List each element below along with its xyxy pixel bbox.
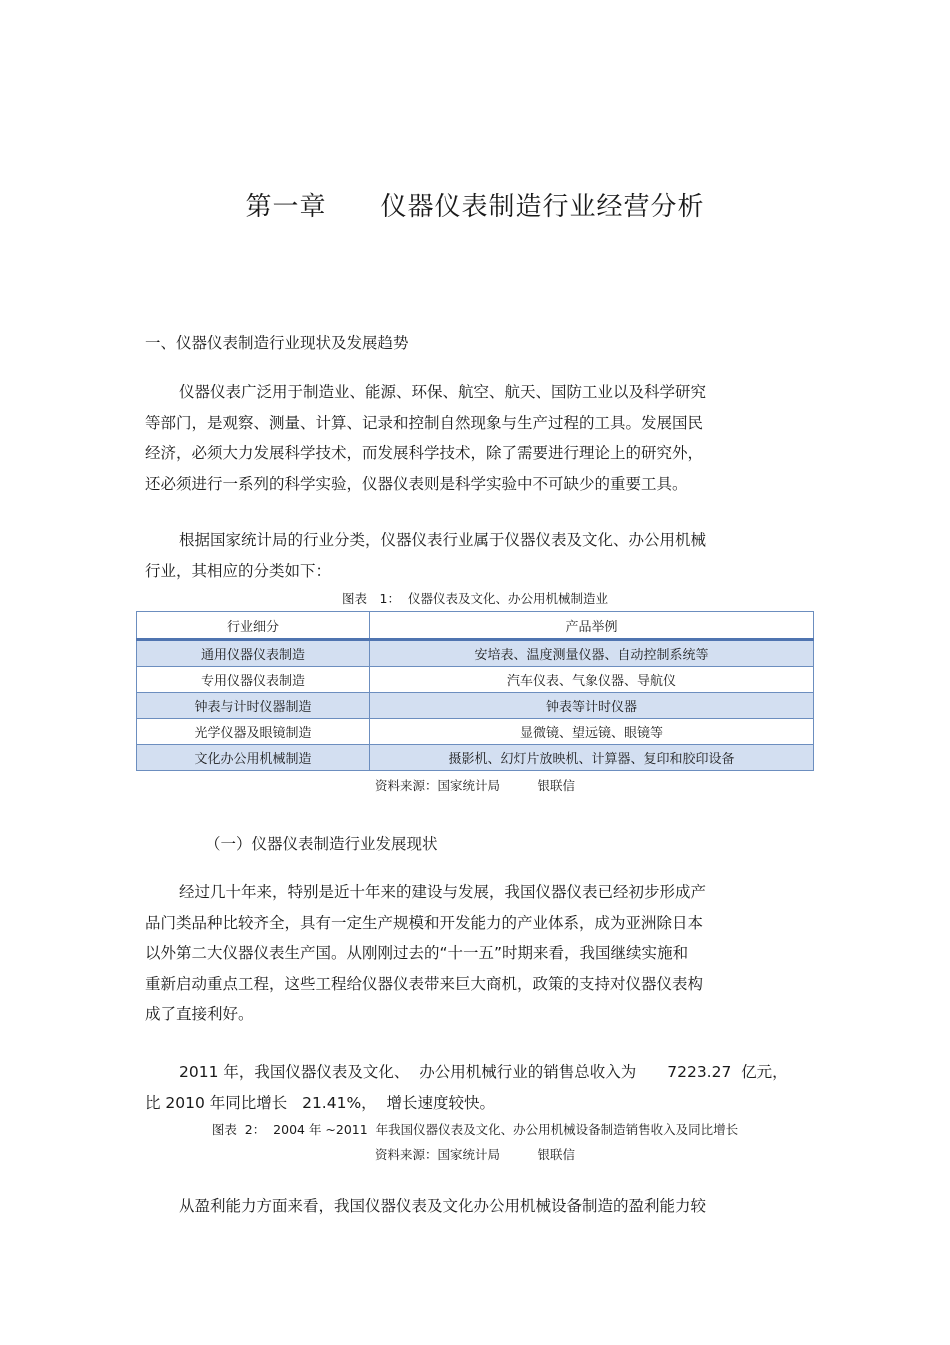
paragraph-line: 比 2010 年同比增长 21.41%， 增长速度较快。 bbox=[145, 1093, 496, 1112]
table-cell: 安培表、温度测量仪器、自动控制系统等 bbox=[370, 640, 814, 667]
table-cell: 文化办公用机械制造 bbox=[137, 745, 370, 771]
paragraph-line: 重新启动重点工程，这些工程给仪器仪表带来巨大商机，政策的支持对仪器仪表构 bbox=[145, 974, 704, 993]
figure-source: 资料来源：国家统计局 银联信 bbox=[374, 1147, 575, 1162]
paragraph-line: 经过几十年来，特别是近十年来的建设与发展，我国仪器仪表已经初步形成产 bbox=[179, 883, 707, 901]
table-row bbox=[137, 693, 814, 719]
section-heading: 一、仪器仪表制造行业现状及发展趋势 bbox=[145, 334, 409, 352]
paragraph-intro bbox=[145, 377, 805, 499]
table-cell: 钟表等计时仪器 bbox=[370, 693, 814, 719]
paragraph-development bbox=[145, 877, 805, 1030]
paragraph-line: 还必须进行一系列的科学实验，仪器仪表则是科学实验中不可缺少的重要工具。 bbox=[145, 474, 688, 493]
paragraph-profitability bbox=[145, 1191, 805, 1222]
table-row bbox=[137, 719, 814, 745]
table-header-row bbox=[137, 612, 814, 640]
table-cell: 摄影机、幻灯片放映机、计算器、复印和胶印设备 bbox=[370, 745, 814, 771]
table-source: 资料来源：国家统计局 银联信 bbox=[374, 778, 575, 793]
table-header-cell: 行业细分 bbox=[137, 612, 370, 640]
table-row bbox=[137, 745, 814, 771]
table-cell: 通用仪器仪表制造 bbox=[137, 640, 370, 667]
table-cell: 显微镜、望远镜、眼镜等 bbox=[370, 719, 814, 745]
table-cell: 汽车仪表、气象仪器、导航仪 bbox=[370, 667, 814, 693]
table-header-cell: 产品举例 bbox=[370, 612, 814, 640]
table-cell: 钟表与计时仪器制造 bbox=[137, 693, 370, 719]
chapter-title: 第一章 仪器仪表制造行业经营分析 bbox=[245, 192, 705, 222]
table-cell: 光学仪器及眼镜制造 bbox=[137, 719, 370, 745]
paragraph-line: 仪器仪表广泛用于制造业、能源、环保、航空、航天、国防工业以及科学研究 bbox=[179, 383, 707, 401]
subsection-heading: （一）仪器仪表制造行业发展现状 bbox=[205, 835, 438, 853]
paragraph-line: 从盈利能力方面来看，我国仪器仪表及文化办公用机械设备制造的盈利能力较 bbox=[179, 1197, 707, 1215]
paragraph-line: 2011 年，我国仪器仪表及文化、 办公用机械行业的销售总收入为 7223.27 亿元， bbox=[179, 1063, 788, 1081]
figure-caption: 图表 2： 2004 年 ~2011 年我国仪器仪表及文化、办公用机械设备制造销售收入及同比增长 bbox=[211, 1122, 739, 1137]
paragraph-line: 等部门，是观察、测量、计算、记录和控制自然现象与生产过程的工具。发展国民 bbox=[145, 413, 704, 432]
industry-classification-table bbox=[136, 611, 814, 771]
paragraph-classification bbox=[145, 525, 805, 586]
paragraph-line: 行业，其相应的分类如下： bbox=[145, 561, 332, 580]
table-row bbox=[137, 667, 814, 693]
table-row bbox=[137, 640, 814, 667]
paragraph-line: 成了直接利好。 bbox=[145, 1005, 254, 1023]
paragraph-line: 品门类品种比较齐全，具有一定生产规模和开发能力的产业体系，成为亚洲除日本 bbox=[145, 913, 704, 932]
table-cell: 专用仪器仪表制造 bbox=[137, 667, 370, 693]
table-caption: 图表 1： 仪器仪表及文化、办公用机械制造业 bbox=[342, 591, 608, 606]
paragraph-line: 根据国家统计局的行业分类，仪器仪表行业属于仪器仪表及文化、办公用机械 bbox=[179, 531, 707, 549]
paragraph-revenue bbox=[145, 1057, 805, 1118]
paragraph-line: 经济，必须大力发展科学技术，而发展科学技术，除了需要进行理论上的研究外， bbox=[145, 444, 704, 462]
paragraph-line: 以外第二大仪器仪表生产国。从刚刚过去的“十一五”时期来看，我国继续实施和 bbox=[145, 944, 689, 962]
